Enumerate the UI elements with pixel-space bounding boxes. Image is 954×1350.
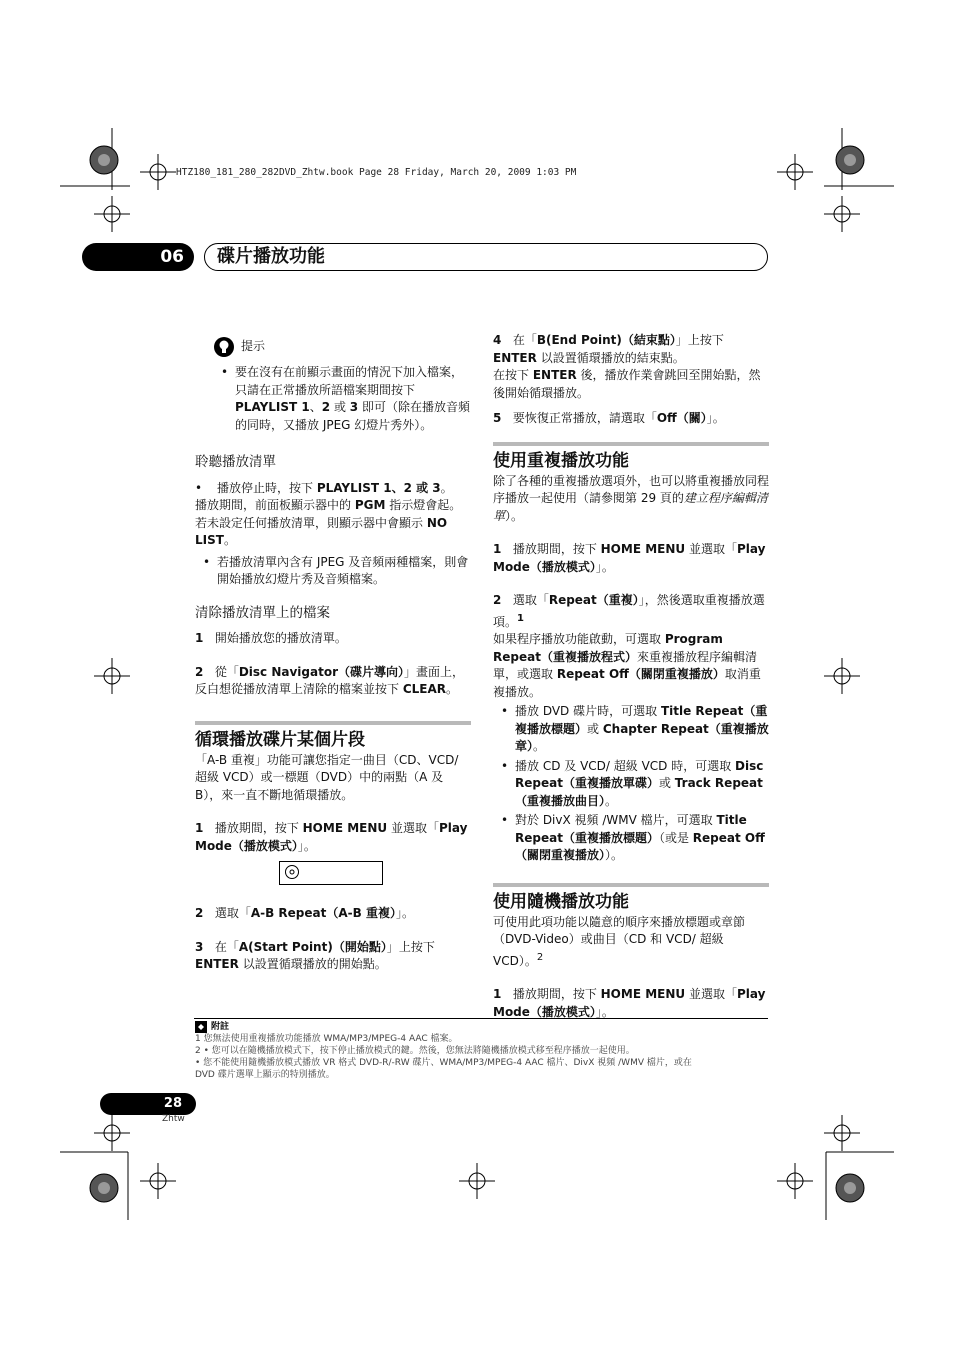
chapter-title: 碟片播放功能 (204, 243, 768, 271)
repeat-title: 使用重複播放功能 (493, 442, 769, 473)
repeat-bullet-divx: • 對於 DivX 視頻 /WMV 檔片，可選取 Title Repeat（重複播放標題）（或是 Repeat Off（關閉重複播放））。 (493, 812, 769, 865)
left-column (195, 336, 471, 974)
crosshair-icon (140, 1163, 176, 1199)
crosshair-icon (777, 154, 813, 190)
note-icon (195, 1021, 207, 1033)
random-intro: 可使用此項功能以隨意的順序來播放標題或章節（DVD-Video）或曲目（CD 和 VCD/ 超級 VCD）。$^2$ (493, 914, 746, 968)
right-column (493, 332, 769, 1021)
footnote-2: 2 • 您可以在隨機播放模式下，按下停止播放模式的鍵。然後，您無法將隨機播放模式移至程序播放一起使用。 (195, 1046, 635, 1056)
disc-type-box (279, 861, 383, 885)
repeat-intro: 除了各種的重複播放選項外，也可以將重複播放同程序播放一起使用（請參閱第 29 頁的建立程序編輯清單）。 (493, 473, 770, 523)
page-number: 28 (100, 1093, 196, 1115)
crosshair-icon (459, 1163, 495, 1199)
footnotes (195, 1021, 769, 1081)
crosshair-icon (824, 196, 860, 232)
disc-icon (284, 864, 300, 880)
ab-step-4-para: 在按下 ENTER 後，播放作業會跳回至開始點，然後開始循環播放。 (493, 368, 761, 400)
crosshair-icon (94, 1115, 130, 1151)
clear-heading: 清除播放清單上的檔案 (195, 604, 330, 621)
ab-intro: 「A-B 重複」功能可讓您指定一曲目（CD、VCD/ 超級 VCD）或一標題（DVD）中的兩點（A 及 B），來一直不斷地循環播放。 (195, 752, 459, 802)
ab-step-2: 2 選取「A-B Repeat（A-B 重複）」。 (195, 906, 414, 920)
lightbulb-icon (213, 336, 235, 358)
note-label: 提示 (241, 339, 266, 354)
book-info-line: HTZ180_181_280_282DVD_Zhtw.book Page 28 Friday, March 20, 2009 1:03 PM (176, 167, 577, 178)
listen-para: 播放期間，前面板顯示器中的 PGM 指示燈會起。若未設定任何播放清單，則顯示器中會顯示 NO LIST。 (195, 498, 462, 547)
chapter-number: 06 (82, 243, 194, 271)
repeat-para: 如果程序播放功能啟動，可選取 Program Repeat（重複播放程式）來重複播放程序編輯清單，或選取 Repeat Off（關閉重複播放）取消重複播放。 (493, 632, 761, 699)
clear-step-2: 2 從「Disc Navigator（碟片導向）」畫面上，反白想從播放清單上清除的檔案並按下 CLEAR。 (195, 664, 465, 696)
repeat-bullet-dvd: • 播放 DVD 碟片時，可選取 Title Repeat（重複播放標題）或 Chapter Repeat（重複播放章）。 (493, 703, 769, 756)
footnote-divider (194, 1018, 768, 1019)
listen-bullet: • 若播放清單內含有 JPEG 及音頻兩種檔案，則會開始播放幻燈片秀及音頻檔案。 (195, 554, 471, 589)
footnote-4: DVD 碟片選單上顯示的特別播放。 (195, 1070, 335, 1080)
footnote-3: • 您不能使用隨機播放模式播放 VR 格式 DVD-R/-RW 碟片、WMA/MP3/MPEG-4 AAC 檔片、DivX 視頻 /WMV 檔片，或在 (195, 1058, 692, 1068)
random-step-1: 1 播放期間，按下 HOME MENU 並選取「Play Mode（播放模式）」。 (493, 987, 766, 1019)
crosshair-icon (777, 1163, 813, 1199)
note-box (195, 336, 471, 434)
footnote-1: 1 您無法使用重複播放功能播放 WMA/MP3/MPEG-4 AAC 檔案。 (195, 1034, 458, 1044)
random-title: 使用隨機播放功能 (493, 883, 769, 914)
ab-step-5: 5 要恢復正常播放，請選取「Off（關）」。 (493, 411, 725, 425)
crosshair-icon (824, 658, 860, 694)
crosshair-icon (140, 154, 176, 190)
ab-step-4: 4 在「B(End Point)（結束點）」上按下 ENTER 以設置循環播放的結束點。 (493, 333, 724, 365)
note-bullet: • 要在沒有在前顯示畫面的情況下加入檔案，只請在正常播放所語檔案期間按下PLAYLIST 1、2 或 3 即可（除在播放音頻的同時，又播放 JPEG 幻燈片秀外）。 (213, 364, 471, 434)
listen-heading: 聆聽播放清單 (195, 454, 276, 470)
ab-repeat-title: 循環播放碟片某個片段 (195, 721, 471, 752)
language-code: Zhtw (162, 1114, 185, 1124)
ab-step-3: 3 在「A(Start Point)（開始點）」上按下 ENTER 以設置循環播放的開始點。 (195, 939, 435, 971)
repeat-step-1: 1 播放期間，按下 HOME MENU 並選取「Play Mode（播放模式）」。 (493, 542, 766, 574)
footnote-label: 附註 (211, 1022, 230, 1032)
repeat-step-2: 2 選取「Repeat（重複）」，然後選取重複播放選項。$^1$ (493, 593, 765, 629)
listen-step: • 播放停止時，按下 PLAYLIST 1、2 或 3。 (195, 480, 453, 495)
crosshair-icon (94, 658, 130, 694)
crosshair-icon (94, 196, 130, 232)
ab-step-1: 1 播放期間，按下 HOME MENU 並選取「Play Mode（播放模式）」。 (195, 821, 468, 853)
clear-step-1: 1 開始播放您的播放清單。 (195, 631, 347, 645)
crosshair-icon (824, 1115, 860, 1151)
repeat-bullet-cd: • 播放 CD 及 VCD/ 超級 VCD 時，可選取 Disc Repeat（重複播放單碟）或 Track Repeat（重複播放曲目）。 (493, 758, 769, 811)
